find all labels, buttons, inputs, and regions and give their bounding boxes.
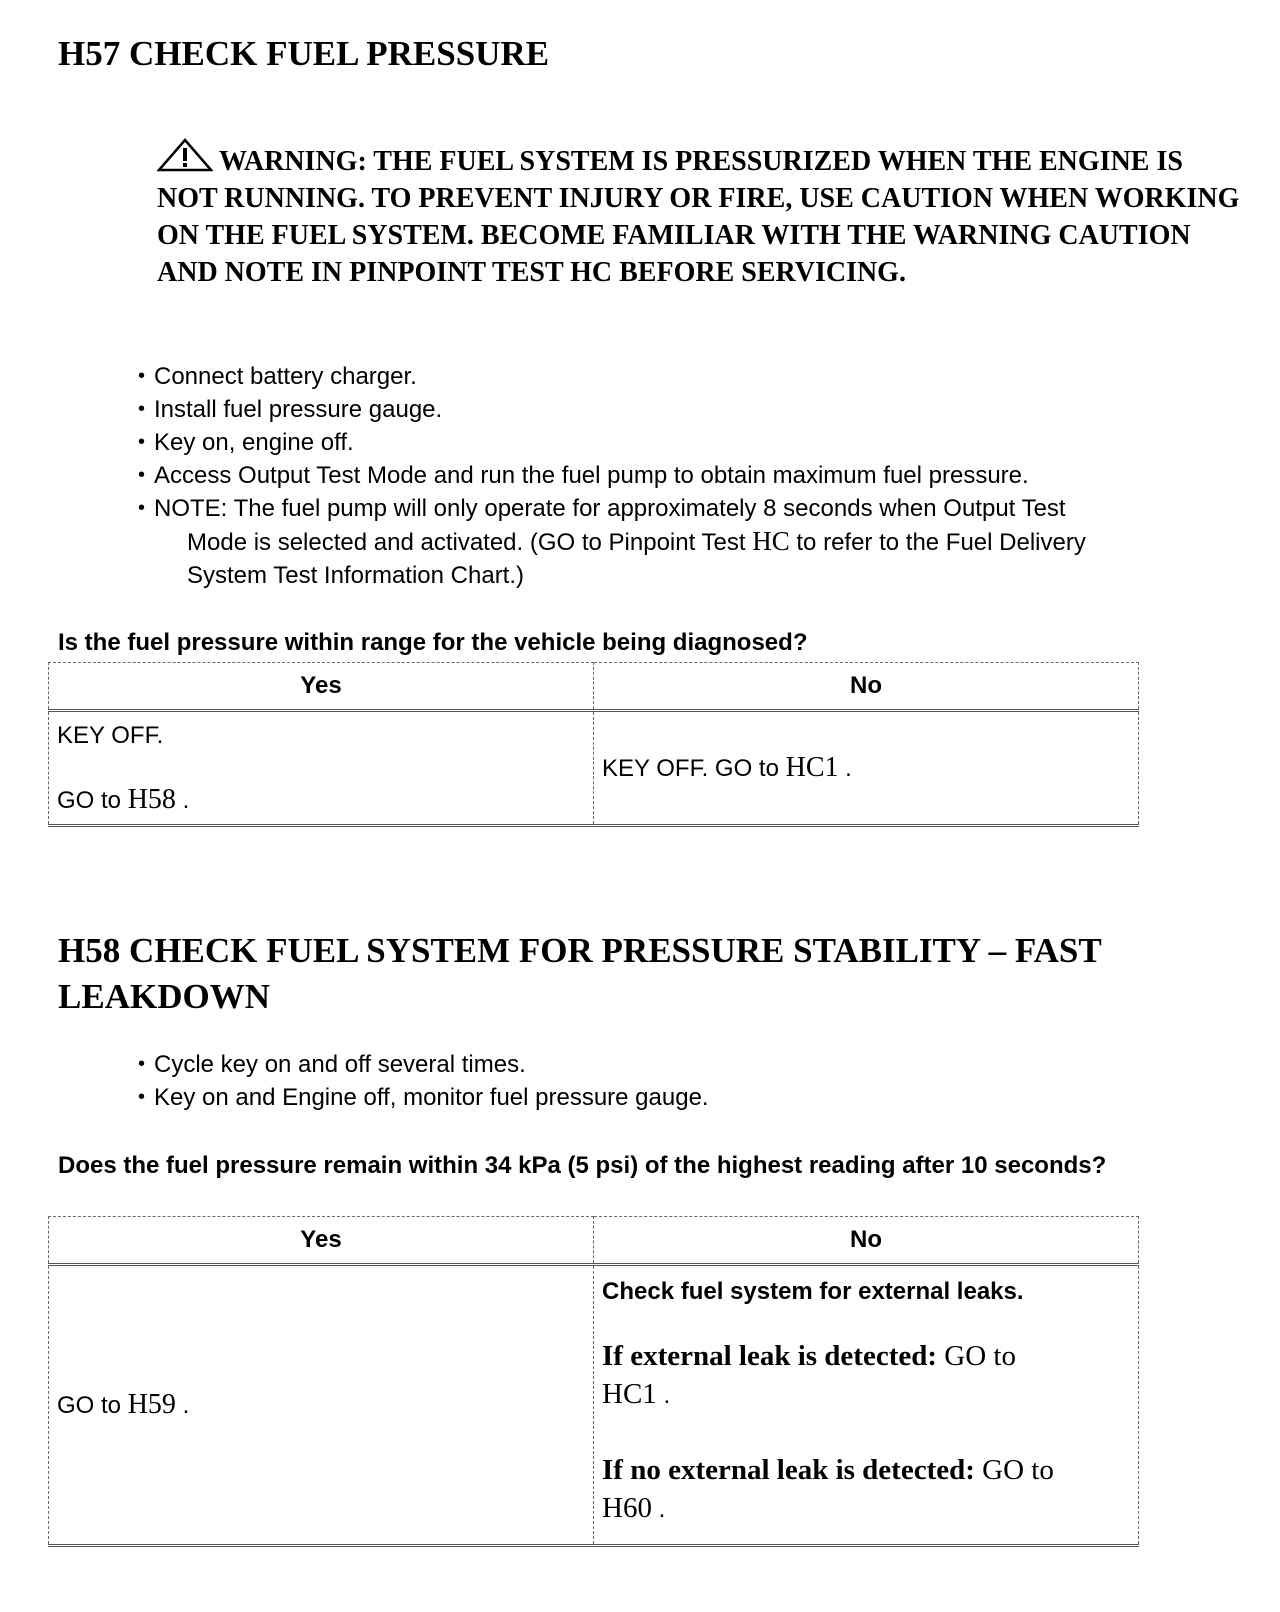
go-text: GO to — [57, 786, 128, 814]
warning-text: WARNING: THE FUEL SYSTEM IS PRESSURIZED WHEN THE ENGINE IS NOT RUNNING. TO PREVENT INJURY OR FIRE, USE CAUTION WHEN WORKING ON THE FUEL SYSTEM. BECOME FAMILIAR WITH THE WARNING CAUTION AND NOTE IN PINPOINT TEST HC BEFORE SERVICING. — [157, 146, 1240, 288]
note-ref-link[interactable]: HC — [752, 526, 790, 556]
hc1-link[interactable]: HC1 — [602, 1378, 657, 1410]
table-row — [49, 711, 1139, 826]
if-label: If external leak is detected: — [602, 1340, 938, 1372]
list-item: • Cycle key on and off several times. — [138, 1048, 1138, 1081]
warning-triangle-icon — [157, 138, 213, 172]
h58-link[interactable]: H58 — [127, 783, 176, 815]
note-line1: NOTE: The fuel pump will only operate for approximately 8 seconds when Output Test — [154, 495, 1066, 522]
yes-go-line — [57, 783, 585, 818]
note-text: Mode is selected and activated. (GO to Pinpoint Test — [187, 529, 753, 556]
yes-cell — [49, 1265, 594, 1546]
no-cell — [594, 711, 1139, 826]
note-line2 — [154, 525, 1258, 559]
list-item: • Key on and Engine off, monitor fuel pressure gauge. — [138, 1081, 1138, 1114]
h57-title: H57 CHECK FUEL PRESSURE — [58, 34, 550, 73]
go-text: GO to — [57, 1392, 128, 1419]
list-item: • Key on, engine off. — [138, 426, 1258, 459]
h58-steps — [138, 1048, 1138, 1114]
no-check-text: Check fuel system for external leaks. — [602, 1278, 1024, 1305]
yes-cell — [49, 711, 594, 826]
go-end: . — [651, 1496, 666, 1523]
yes-header: Yes — [49, 663, 594, 711]
go-end: . — [175, 1392, 190, 1419]
list-item: • Connect battery charger. — [138, 360, 1258, 393]
h57-steps — [138, 360, 1258, 592]
go-end: . — [656, 1382, 671, 1409]
no-cell — [594, 1265, 1139, 1546]
note-line3: System Test Information Chart.) — [187, 562, 525, 589]
go-text: GO to — [937, 1340, 1016, 1372]
h59-link[interactable]: H59 — [127, 1389, 176, 1420]
note-item — [138, 492, 1258, 592]
no-if-no-external — [602, 1452, 1130, 1528]
h58-title: H58 CHECK FUEL SYSTEM FOR PRESSURE STABILITY – FAST LEAKDOWN — [58, 931, 1102, 1016]
yes-header: Yes — [49, 1217, 594, 1265]
go-text: GO to — [974, 1454, 1054, 1486]
h57-question: Is the fuel pressure within range for the vehicle being diagnosed? — [58, 629, 808, 656]
note-text: to refer to the Fuel Delivery — [789, 529, 1086, 556]
go-text: KEY OFF. GO to — [602, 755, 786, 782]
go-end: . — [838, 755, 852, 782]
if-label: If no external leak is detected: — [602, 1454, 975, 1486]
go-end: . — [175, 786, 190, 814]
yes-line: KEY OFF. — [57, 721, 164, 749]
h58-question: Does the fuel pressure remain within 34 kPa (5 psi) of the highest reading after 10 seconds? — [58, 1152, 1107, 1179]
no-header: No — [594, 1217, 1139, 1265]
table-row — [49, 1265, 1139, 1546]
h57-decision-table — [48, 662, 1139, 827]
warning-box — [157, 138, 1247, 291]
h58-decision-table — [48, 1216, 1139, 1547]
list-item: • Install fuel pressure gauge. — [138, 393, 1258, 426]
h60-link[interactable]: H60 — [602, 1492, 652, 1524]
list-item: • Access Output Test Mode and run the fuel pump to obtain maximum fuel pressure. — [138, 459, 1258, 492]
no-header: No — [594, 663, 1139, 711]
hc1-link[interactable]: HC1 — [785, 752, 839, 783]
no-if-external — [602, 1338, 1130, 1414]
